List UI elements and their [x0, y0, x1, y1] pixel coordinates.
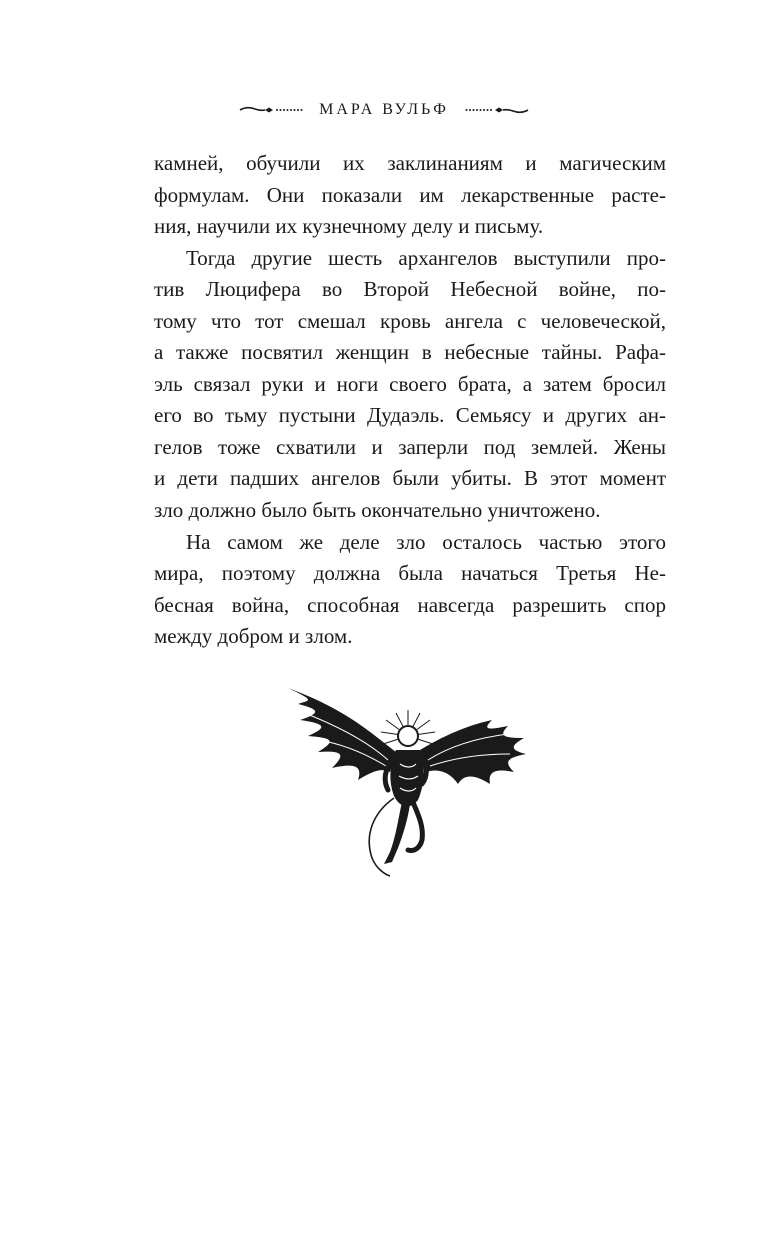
right-ornament-icon — [463, 105, 529, 115]
text-line: мира, поэтому должна была начаться Третья Не- — [154, 561, 666, 586]
text-line: Тогда другие шесть архангелов выступили про- — [186, 245, 666, 270]
winged-angel-vignette — [278, 680, 534, 880]
text-line: формулам. Они показали им лекарственные расте- — [154, 182, 666, 207]
body-text — [154, 148, 666, 653]
text-line: зло должно было быть окончательно уничтожено. — [154, 498, 601, 523]
text-line: На самом же деле зло осталось частью этого — [186, 529, 666, 554]
text-line: его во тьму пустыни Дудаэль. Семьясу и других ан- — [154, 403, 666, 428]
paragraph — [154, 148, 666, 243]
text-line: тив Люцифера во Второй Небесной войне, по- — [154, 277, 666, 302]
running-head-title: МАРА ВУЛЬФ — [319, 101, 449, 118]
text-line: ния, научили их кузнечному делу и письму. — [154, 214, 544, 239]
text-line: и дети падших ангелов были убиты. В этот момент — [154, 466, 666, 491]
text-line: между добром и злом. — [154, 624, 353, 649]
text-line: гелов тоже схватили и заперли под землей. Жены — [154, 434, 666, 459]
text-line: бесная война, способная навсегда разрешить спор — [154, 592, 666, 617]
text-line: камней, обучили их заклинаниям и магическим — [154, 151, 666, 175]
running-head — [0, 97, 768, 123]
winged-angel-vignette-icon — [278, 680, 534, 880]
text-line: а также посвятил женщин в небесные тайны. Рафа- — [154, 340, 666, 365]
paragraph — [154, 243, 666, 527]
paragraph — [154, 527, 666, 653]
left-ornament-icon — [239, 105, 305, 115]
text-line: тому что тот смешал кровь ангела с человеческой, — [154, 308, 666, 333]
text-line: эль связал руки и ноги своего брата, а затем бросил — [154, 371, 666, 396]
